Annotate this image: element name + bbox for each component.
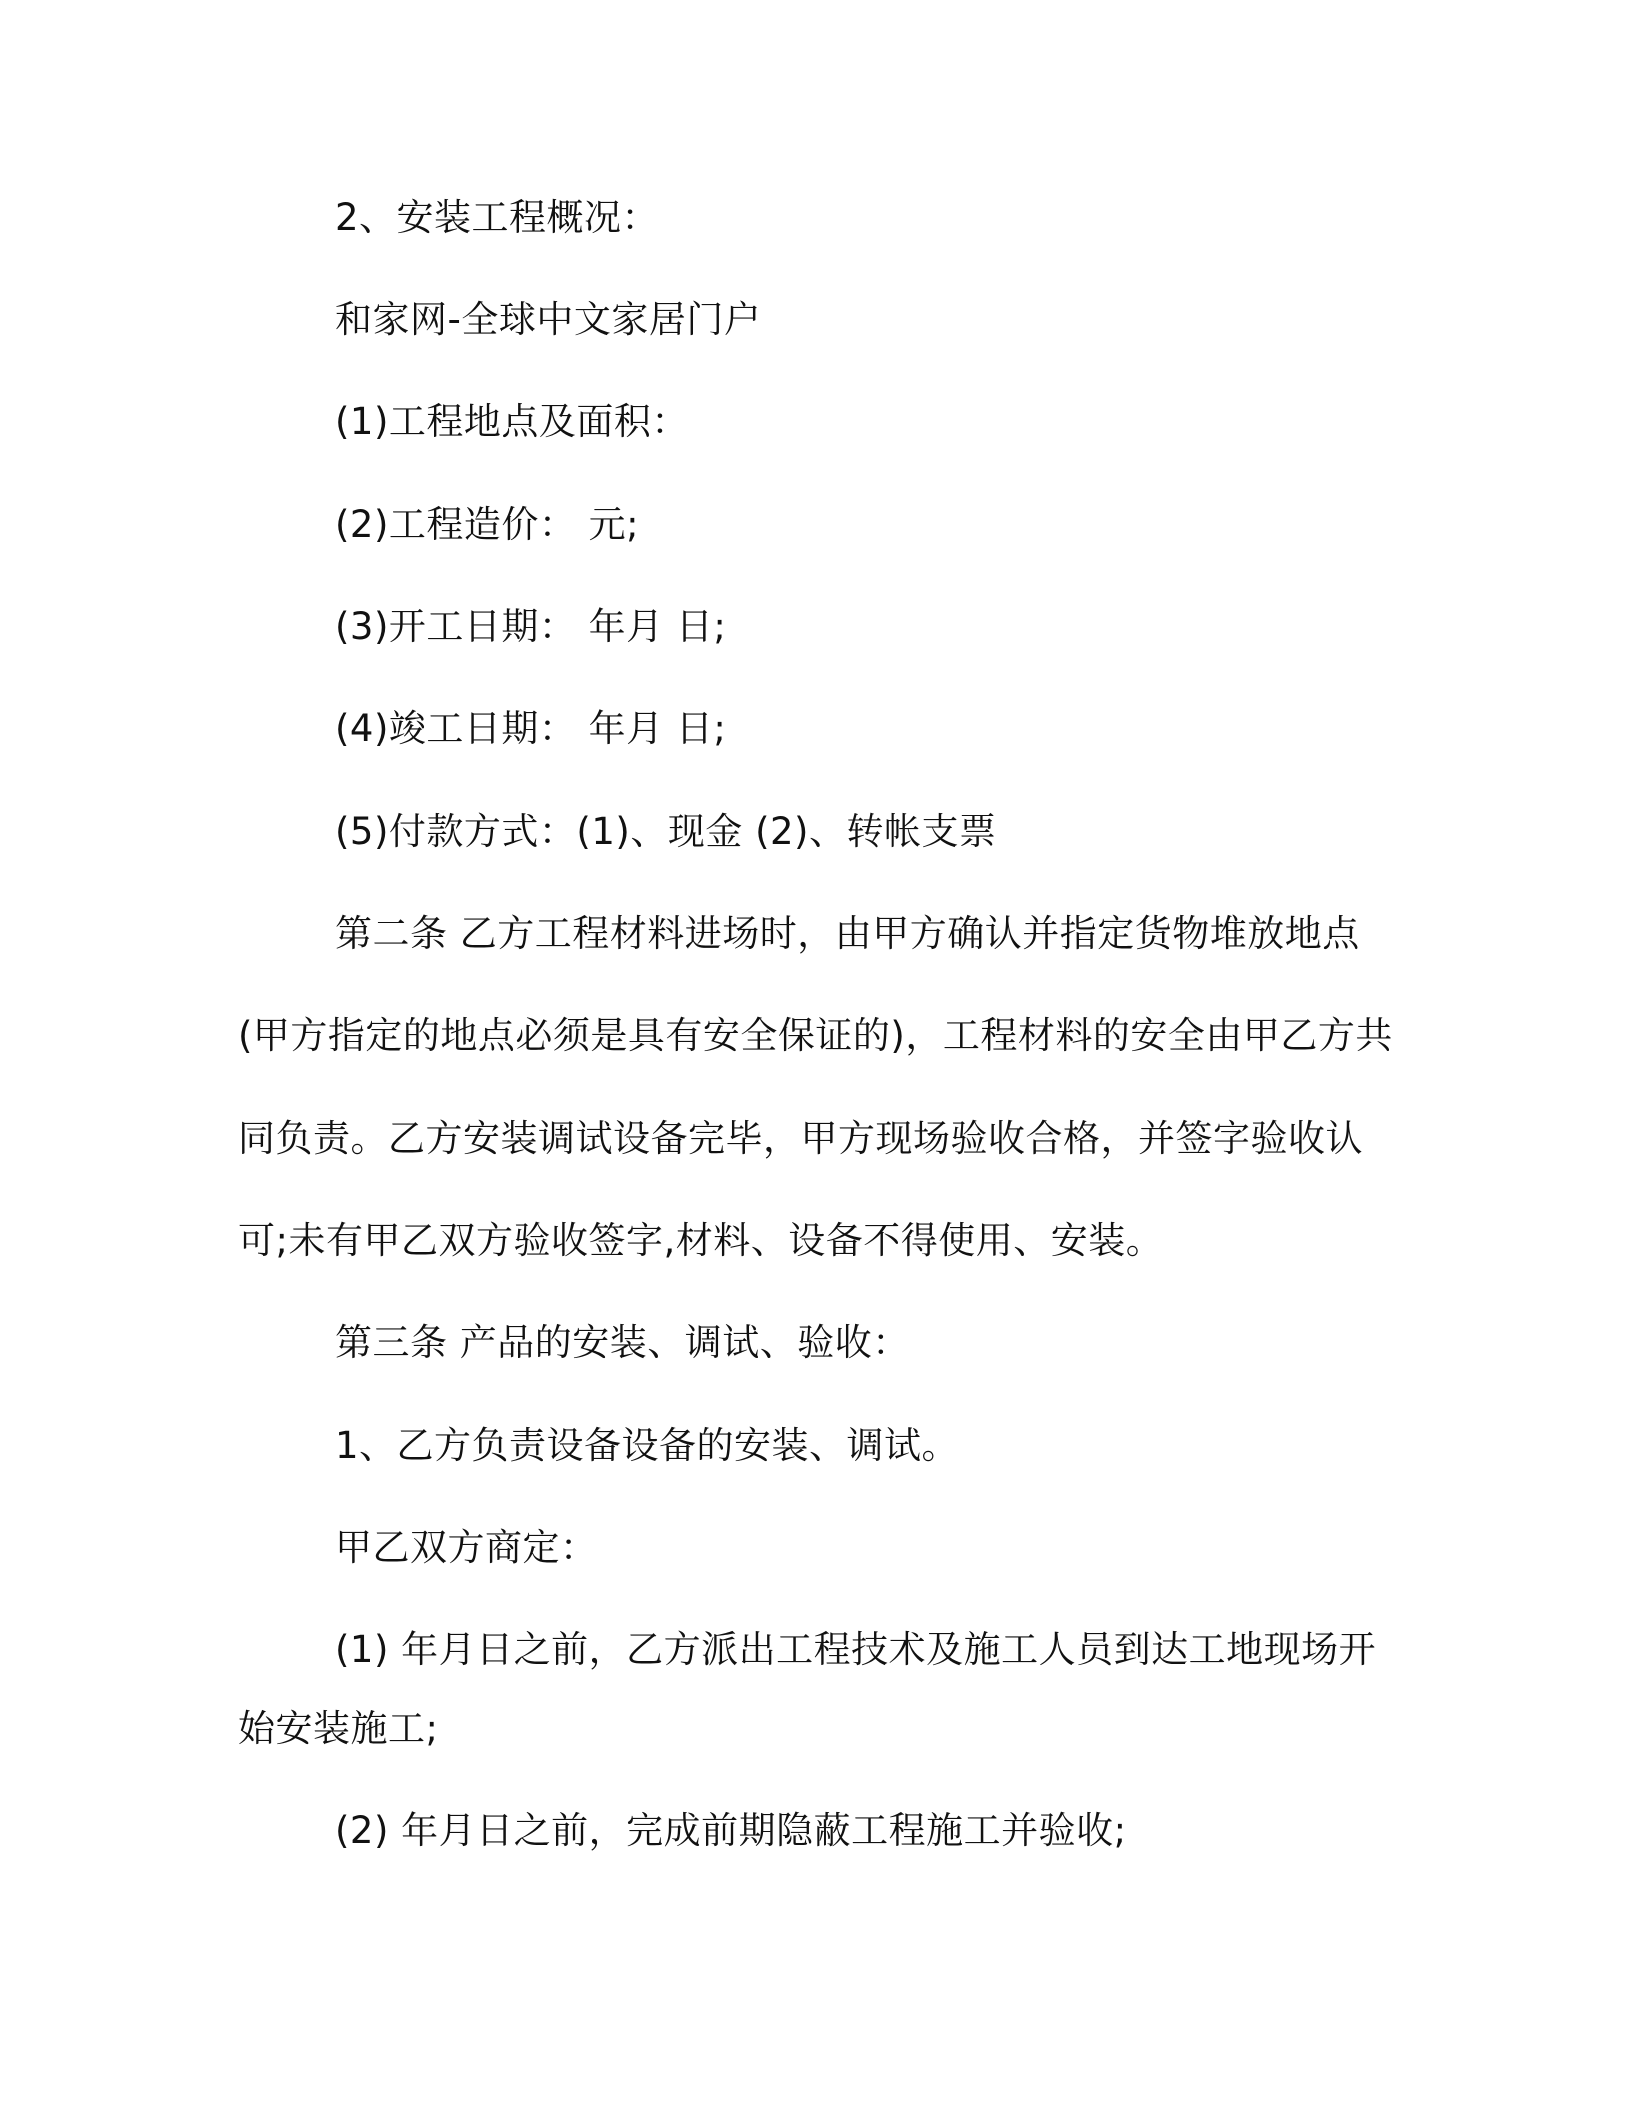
item-payment-method: (5)付款方式：(1)、现金 (2)、转帐支票: [335, 810, 997, 853]
section-heading: 2、安装工程概况：: [335, 196, 660, 239]
item-location-area: (1)工程地点及面积：: [335, 400, 689, 443]
portal-name: 和家网-全球中文家居门户: [335, 298, 762, 341]
item-start-date: (3)开工日期： 年月 日;: [335, 605, 727, 648]
article2-line-3: 同负责。乙方安装调试设备完毕，甲方现场验收合格，并签字验收认: [238, 1117, 1363, 1160]
article3-sub1-line-2: 始安装施工;: [238, 1707, 439, 1750]
article2-line-4: 可;未有甲乙双方验收签字,材料、设备不得使用、安装。: [238, 1219, 1164, 1262]
article3-title: 第三条 产品的安装、调试、验收：: [335, 1321, 910, 1364]
article3-agreed-heading: 甲乙双方商定：: [335, 1526, 598, 1569]
item-completion-date: (4)竣工日期： 年月 日;: [335, 707, 727, 750]
article3-sub1-line-1: (1) 年月日之前，乙方派出工程技术及施工人员到达工地现场开: [335, 1628, 1377, 1671]
article3-item-1: 1、乙方负责设备设备的安装、调试。: [335, 1424, 960, 1467]
article2-line-1: 第二条 乙方工程材料进场时，由甲方确认并指定货物堆放地点: [335, 912, 1360, 955]
article3-sub2: (2) 年月日之前，完成前期隐蔽工程施工并验收;: [335, 1809, 1127, 1852]
article2-line-2: (甲方指定的地点必须是具有安全保证的)，工程材料的安全由甲乙方共: [238, 1014, 1393, 1057]
item-cost: (2)工程造价： 元;: [335, 503, 640, 546]
